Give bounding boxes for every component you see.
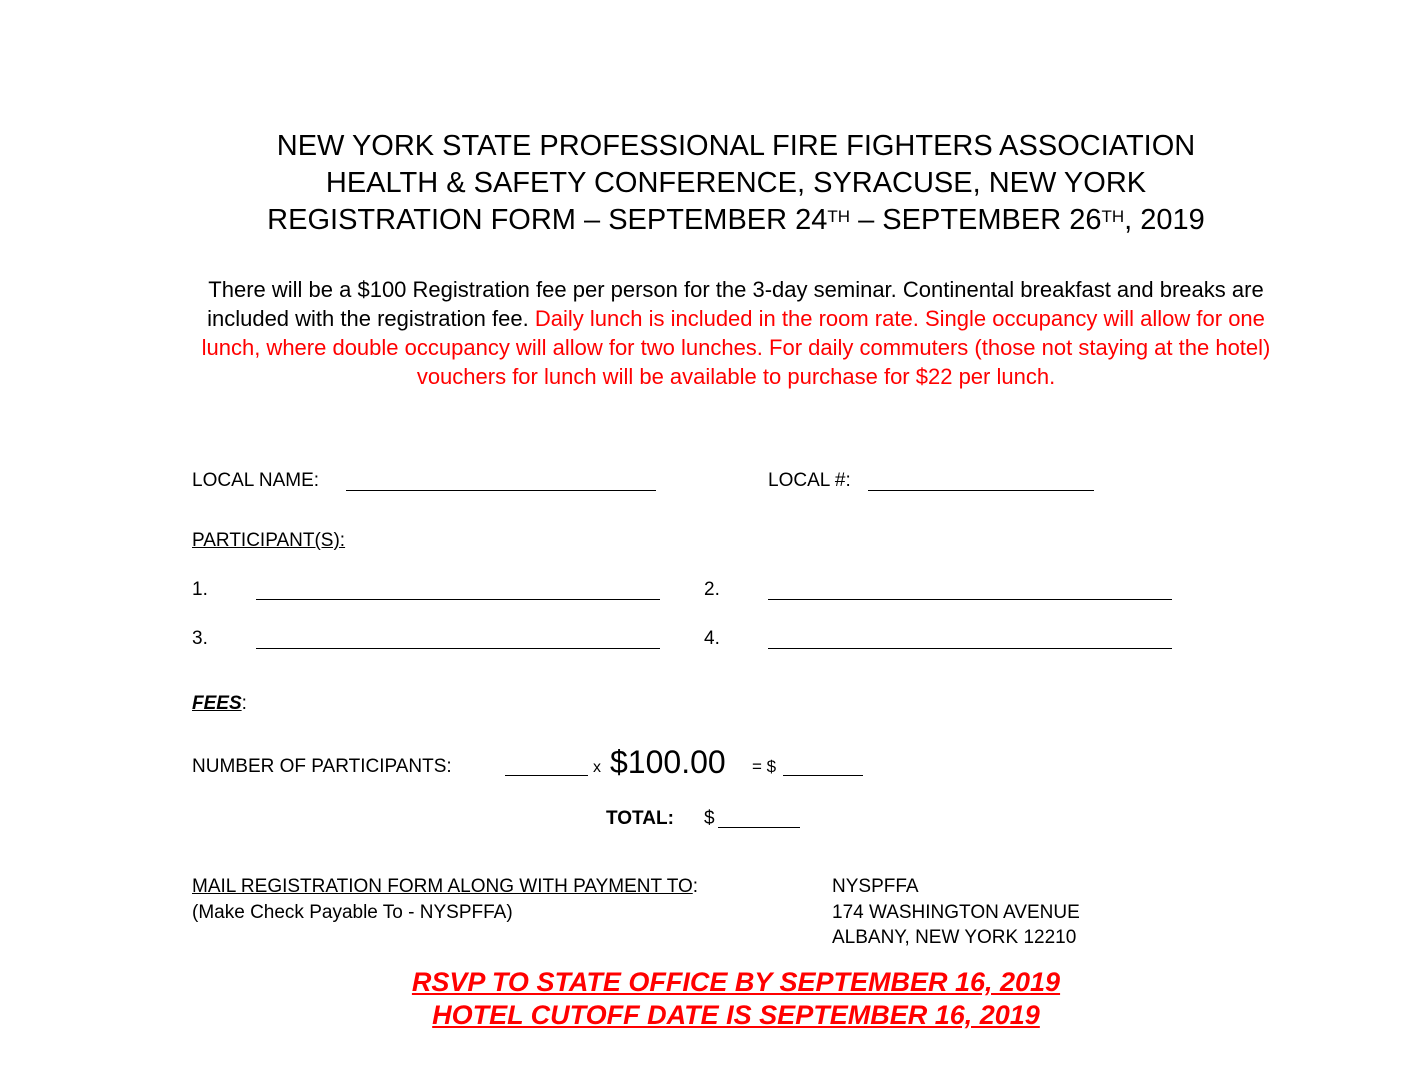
number-of-participants-field[interactable] xyxy=(505,775,588,776)
hotel-cutoff: HOTEL CUTOFF DATE IS SEPTEMBER 16, 2019 xyxy=(432,1000,1040,1030)
total-field[interactable] xyxy=(718,827,800,828)
participant-4-field[interactable] xyxy=(768,648,1172,649)
total-label: TOTAL: xyxy=(606,808,674,829)
address-line-1: NYSPFFA xyxy=(832,876,919,897)
subtotal-field[interactable] xyxy=(783,775,863,776)
participant-3-number: 3. xyxy=(192,628,208,649)
participant-4-number: 4. xyxy=(704,628,720,649)
address-line-2: 174 WASHINGTON AVENUE xyxy=(832,902,1080,923)
local-name-label: LOCAL NAME: xyxy=(192,470,320,491)
address-line-3: ALBANY, NEW YORK 12210 xyxy=(832,927,1077,948)
multiply-sign: x xyxy=(593,759,601,776)
local-number-label: LOCAL #: xyxy=(768,470,851,491)
participant-1-number: 1. xyxy=(192,579,208,600)
participant-2-field[interactable] xyxy=(768,599,1172,600)
equals-dollar: = $ xyxy=(752,757,777,776)
total-dollar-sign: $ xyxy=(704,808,715,829)
local-name-field[interactable] xyxy=(346,490,656,491)
participant-2-number: 2. xyxy=(704,579,720,600)
intro-paragraph xyxy=(190,275,1282,391)
rsvp-deadline: RSVP TO STATE OFFICE BY SEPTEMBER 16, 2019 xyxy=(411,967,1061,997)
header-line-3: REGISTRATION FORM – SEPTEMBER 24TH – SEPTEMBER 26TH, 2019 xyxy=(267,204,1205,236)
intro-fee-text: There will be a $100 Registration fee per person for the 3-day seminar. Continental breakfast and breaks are included with the registration fee. xyxy=(207,277,1264,331)
check-payable-note: (Make Check Payable To - NYSPFFA) xyxy=(192,902,513,923)
header-line-2: HEALTH & SAFETY CONFERENCE, SYRACUSE, NEW YORK xyxy=(325,167,1147,199)
fees-heading: FEES: xyxy=(192,693,247,714)
participant-1-field[interactable] xyxy=(256,599,660,600)
local-number-field[interactable] xyxy=(868,490,1094,491)
header-line-1: NEW YORK STATE PROFESSIONAL FIRE FIGHTERS ASSOCIATION xyxy=(276,130,1196,162)
price-per-participant: $100.00 xyxy=(610,744,726,780)
participants-label: PARTICIPANT(S): xyxy=(192,530,346,551)
intro-lunch-text: Daily lunch is included in the room rate. Single occupancy will allow for one lunch, where double occupancy will allow for two lunches. For daily commuters (those not staying at the hotel) vouchers for lunch will be available to purchase for $22 per lunch. xyxy=(201,306,1271,389)
mail-instructions: MAIL REGISTRATION FORM ALONG WITH PAYMENT TO: xyxy=(192,876,699,897)
participant-3-field[interactable] xyxy=(256,648,660,649)
number-of-participants-label: NUMBER OF PARTICIPANTS: xyxy=(192,756,452,777)
